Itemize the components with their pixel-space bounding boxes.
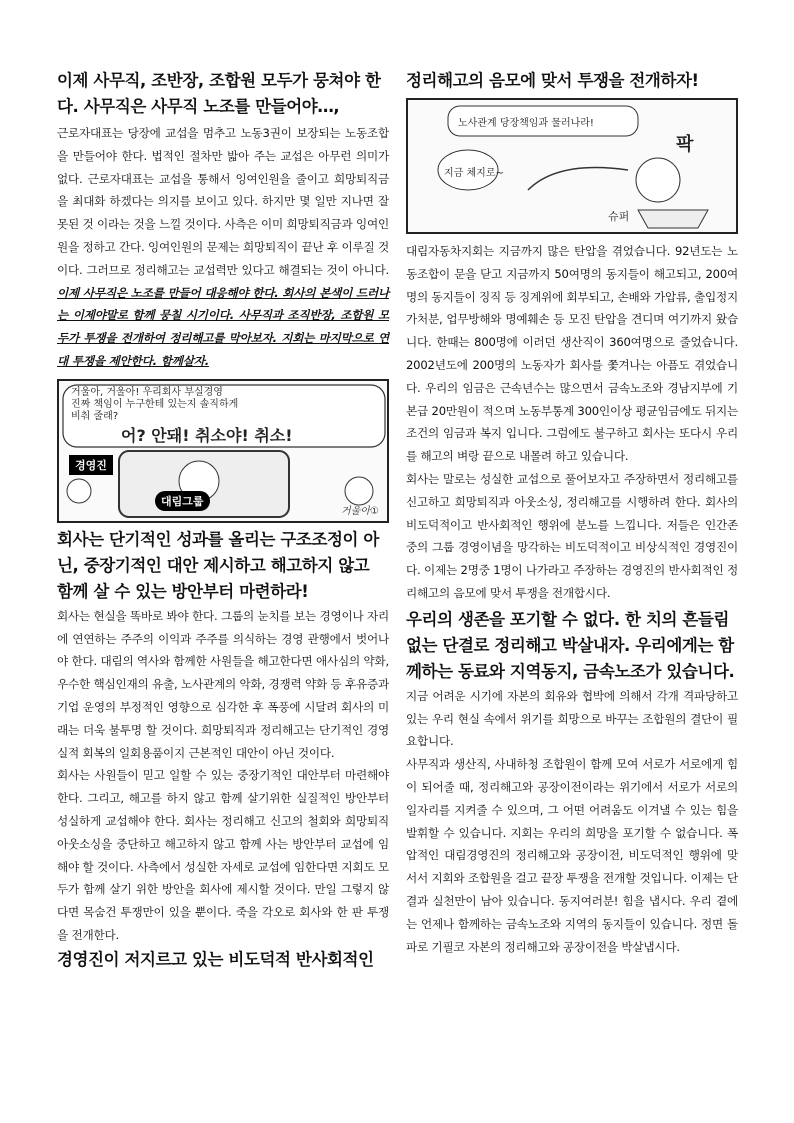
- left-paragraph-1: [57, 122, 389, 373]
- cartoon2-bubble-2: 지금 체지로~: [444, 168, 504, 179]
- left-heading-3: 경영진이 저지르고 있는 비도덕적 반사회적인: [57, 949, 374, 969]
- cartoon2-bubble-1: 노사관계 당장책임과 물러나라!: [458, 118, 594, 129]
- cartoon1-shout: 어? 안돼! 취소야! 취소!: [121, 425, 293, 445]
- cartoon1-speech-line-2: 진짜 책임이 누구한테 있는지 솔직하게: [71, 398, 239, 410]
- layoff-cartoon: [406, 98, 738, 234]
- cartoon2-label: 슈퍼: [608, 210, 630, 223]
- right-column: [406, 68, 738, 958]
- left-heading-2: 회사는 단기적인 성과를 올리는 구조조정이 아닌, 중장기적인 대안 제시하고 해고하지 않고 함께 살 수 있는 방안부터 마련하라!: [57, 529, 379, 601]
- right-paragraph-3: 지금 어려운 시기에 자본의 회유와 협박에 의해서 각개 격파당하고 있는 우리 현실 속에서 위기를 희망으로 바꾸는 조합원의 결단이 필요합니다.: [406, 688, 738, 749]
- right-heading-2: 우리의 생존을 포기할 수 없다. 한 치의 흔들림 없는 단결로 정리해고 박살내자. 우리에게는 함께하는 동료와 지역동지, 금속노조가 있습니다.: [406, 609, 735, 681]
- right-paragraph-1: 대림자동차지회는 지금까지 많은 탄압을 겪었습니다. 92년도는 노동조합이 문을 닫고 지금까지 50여명의 동지들이 해고되고, 200여명의 동지들이 징직 등 징계위에 회부되고, 손배와 가압류, 출입정지가처분, 업무방해와 명예훼손 등 모진 탄압을 견디며 여기까지 왔습니다. 한때는 800명에 이러던 생산직이 360여명으로 줄었습니다. 2002년도에 200명의 노동자가 회사를 쫓겨나는 아픔도 겪었습니다. 우리의 임금은 근속년수는 많으면서 금속노조와 경남지부에 기본급 20만원이 적으며 노동부통계 300인이상 평균임금에도 뒤지는 조건의 임금과 복지 입니다. 그럼에도 불구하고 회사는 또다시 우리를 해고의 벼랑 끝으로 내몰려 하고 있습니다.: [406, 244, 738, 464]
- cartoon2-sfx: 팍: [676, 134, 694, 155]
- left-column: [57, 68, 389, 973]
- cartoon1-signature: 거울아①: [341, 505, 379, 517]
- cartoon1-speech-line-1: 거울아, 거울아! 우리회사 부실경영: [71, 386, 223, 398]
- tag-management: 경영진: [69, 455, 113, 475]
- left-paragraph-1-text: 근로자대표는 당장에 교섭을 멈추고 노동3권이 보장되는 노동조합을 만들어야 한다. 법적인 절차만 밟아 주는 교섭은 아무런 의미가 없다. 근로자대표는 교섭을 통해서 잉여인원을 줄이고 희망퇴직금을 최대화 하겠다는 의지를 보이고 있다. 하지만 몇 일만 지나면 잘못된 것 이라는 것을 느낄 것이다. 사측은 이미 희망퇴직금과 잉여인원을 정하고 간다. 잉여인원의 문제는 희망퇴직이 끝난 후 이루질 것이다. 그러므로 정리해고는 교섭력만 있다고 해결되는 것이 아니다.: [57, 126, 389, 277]
- right-paragraph-2: 회사는 말로는 성실한 교섭으로 풀어보자고 주장하면서 정리해고를 신고하고 희망퇴직과 아웃소싱, 정리해고를 시행하려 한다. 회사의 비도덕적이고 반사회적인 행위에 분노를 느낍니다. 저들은 인간존중의 그룹 경영이념을 망각하는 비도덕적이고 비상식적인 경영진이다. 이제는 2명중 1명이 나가라고 주장하는 경영진의 반사회적인 정리해고의 음모에 맞서 투쟁을 전개합시다.: [406, 471, 738, 600]
- tag-daelim-group: 대림그룹: [155, 491, 210, 511]
- left-paragraph-1-emphasis: 이제 사무직은 노조를 만들어 대응해야 한다. 회사의 본색이 드러나는 이제야말로 함께 뭉칠 시기이다. 사무직과 조직반장, 조합원 모두가 투쟁을 전개하여 정리해고를 막아보자. 지회는 마지막으로 연대 투쟁을 제안한다. 함께살자.: [57, 285, 389, 368]
- left-paragraph-3: 회사는 사원들이 믿고 일할 수 있는 중장기적인 대안부터 마련해야 한다. 그리고, 해고를 하지 않고 함께 살기위한 실질적인 방안부터 성실하게 교섭해야 한다. 회사는 정리해고 신고의 철회와 희망퇴직 아웃소싱을 중단하고 해고하지 않고 함께 사는 방안부터 교섭에 임해야 할 것이다. 사측에서 성실한 자세로 교섭에 임한다면 지회도 모두가 함께 살기 위한 방안을 회사에 제시할 것이다. 만일 그렇지 않다면 목숨건 투쟁만이 있을 뿐이다. 죽을 각오로 회사와 한 판 투쟁을 전개한다.: [57, 768, 389, 942]
- mirror-cartoon: [57, 379, 389, 523]
- cartoon1-speech-line-3: 비춰 줄래?: [71, 410, 119, 422]
- left-heading-1: 이제 사무직, 조반장, 조합원 모두가 뭉쳐야 한다. 사무직은 사무직 노조를 만들어야…,: [57, 71, 381, 116]
- right-paragraph-4: 사무직과 생산직, 사내하청 조합원이 함께 모여 서로가 서로에게 힘이 되어줄 때, 정리해고와 공장이전이라는 위기에서 서로가 서로의 일자리를 지켜줄 수 있으며, 그 어떤 어려움도 이겨낼 수 있는 힘을 발휘할 수 있습니다. 지회는 우리의 희망을 포기할 수 없습니다. 폭압적인 대림경영진의 정리해고와 공장이전, 비도덕적인 행위에 맞서서 지회와 조합원을 걸고 끝장 투쟁을 전개할 것입니다. 이제는 단결과 실천만이 남아 있습니다. 동지여러분! 힘을 냅시다. 우리 곁에는 언제나 함께하는 금속노조와 지역의 동지들이 있습니다. 정면 돌파로 기필코 자본의 정리해고와 공장이전을 박살냅시다.: [406, 757, 738, 954]
- right-heading-1: 정리해고의 음모에 맞서 투쟁을 전개하자!: [406, 71, 699, 90]
- left-paragraph-2: 회사는 현실을 똑바로 봐야 한다. 그룹의 눈치를 보는 경영이나 자리에 연연하는 주주의 이익과 주주를 의식하는 경영 관행에서 벗어나야 한다. 대림의 역사와 함께한 사원들을 해고한다면 애사심의 약화, 우수한 핵심인재의 유출, 노사관계의 악화, 경쟁력 약화 등 후유증과 기업 운영의 부정적인 영향으로 심각한 후 폭풍에 시달려 회사의 미래는 더욱 불투명 할 것이다. 희망퇴직과 정리해고는 단기적인 경영실적 회복의 일회용품이지 근본적인 대안이 아닌 것이다.: [57, 608, 389, 760]
